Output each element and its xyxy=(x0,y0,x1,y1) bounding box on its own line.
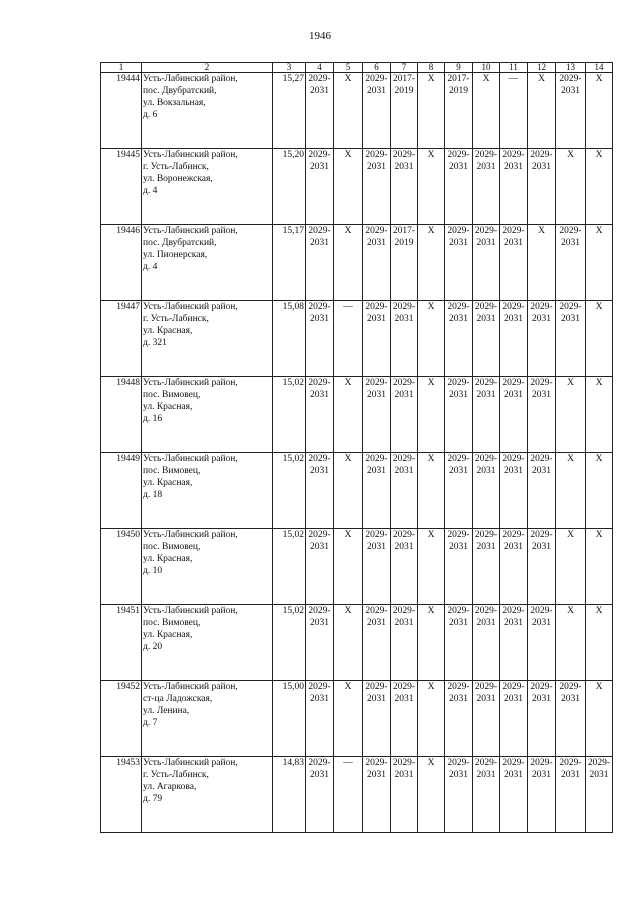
value-cell: 2029- 2031 xyxy=(556,225,586,301)
address-cell xyxy=(142,301,273,377)
address-line: д. 79 xyxy=(143,794,163,804)
address-line: д. 10 xyxy=(143,566,163,576)
row-id-cell: 19447 xyxy=(101,301,142,377)
header-row xyxy=(101,63,613,73)
address-line: д. 20 xyxy=(143,642,163,652)
address-line: ул. Красная, xyxy=(143,402,193,412)
data-table xyxy=(100,62,613,833)
area-cell: 14,83 xyxy=(273,757,306,833)
row-id-cell: 19452 xyxy=(101,681,142,757)
area-cell: 15,02 xyxy=(273,453,306,529)
column-header-11: 11 xyxy=(500,63,528,73)
value-cell: 2029- 2031 xyxy=(306,757,334,833)
address-line: ул. Пионерская, xyxy=(143,250,208,260)
column-header-5: 5 xyxy=(334,63,363,73)
value-cell: 2029- 2031 xyxy=(445,681,473,757)
area-cell: 15,02 xyxy=(273,605,306,681)
value-cell: 2029- 2031 xyxy=(363,529,391,605)
address-line: ул. Красная, xyxy=(143,478,193,488)
table-body xyxy=(101,73,613,833)
value-cell: 2029- 2031 xyxy=(445,453,473,529)
area-cell: 15,08 xyxy=(273,301,306,377)
row-id-cell: 19445 xyxy=(101,149,142,225)
value-cell: X xyxy=(418,529,445,605)
address-cell xyxy=(142,225,273,301)
row-id-cell: 19450 xyxy=(101,529,142,605)
value-cell: X xyxy=(586,529,613,605)
column-header-14: 14 xyxy=(586,63,613,73)
value-cell: 2017- 2019 xyxy=(445,73,473,149)
row-id-cell: 19448 xyxy=(101,377,142,453)
address-line: ул. Ленина, xyxy=(143,706,190,716)
value-cell: 2029- 2031 xyxy=(528,149,556,225)
value-cell: X xyxy=(418,605,445,681)
value-cell: 2029- 2031 xyxy=(391,529,418,605)
table-row xyxy=(101,225,613,301)
value-cell: 2029- 2031 xyxy=(391,605,418,681)
value-cell: X xyxy=(586,225,613,301)
address-line: ст-ца Ладожская, xyxy=(143,694,213,704)
address-line: пос. Двубратский, xyxy=(143,238,217,248)
address-line: пос. Двубратский, xyxy=(143,86,217,96)
value-cell: X xyxy=(586,149,613,225)
value-cell: 2029- 2031 xyxy=(306,605,334,681)
value-cell: X xyxy=(586,301,613,377)
value-cell: 2029- 2031 xyxy=(363,149,391,225)
area-cell: 15,02 xyxy=(273,377,306,453)
value-cell: 2029- 2031 xyxy=(363,605,391,681)
value-cell: — xyxy=(500,73,528,149)
value-cell: 2029- 2031 xyxy=(391,757,418,833)
value-cell: 2029- 2031 xyxy=(473,225,500,301)
value-cell: — xyxy=(334,757,363,833)
page-number: 1946 xyxy=(309,30,331,42)
value-cell: 2029- 2031 xyxy=(500,757,528,833)
address-line: пос. Вимовец, xyxy=(143,466,201,476)
value-cell: 2029- 2031 xyxy=(528,453,556,529)
value-cell: 2029- 2031 xyxy=(500,605,528,681)
value-cell: 2029- 2031 xyxy=(528,681,556,757)
value-cell: 2029- 2031 xyxy=(445,757,473,833)
value-cell: X xyxy=(418,681,445,757)
value-cell: X xyxy=(334,149,363,225)
value-cell: 2029- 2031 xyxy=(391,681,418,757)
address-line: ул. Вокзальная, xyxy=(143,98,206,108)
area-cell: 15,00 xyxy=(273,681,306,757)
value-cell: 2029- 2031 xyxy=(363,757,391,833)
value-cell: X xyxy=(556,149,586,225)
value-cell: X xyxy=(556,529,586,605)
table-row xyxy=(101,529,613,605)
value-cell: X xyxy=(418,757,445,833)
value-cell: X xyxy=(334,681,363,757)
value-cell: 2029- 2031 xyxy=(473,149,500,225)
value-cell: 2029- 2031 xyxy=(556,301,586,377)
address-line: д. 4 xyxy=(143,262,158,272)
address-line: д. 4 xyxy=(143,186,158,196)
value-cell: 2029- 2031 xyxy=(391,453,418,529)
column-header-7: 7 xyxy=(391,63,418,73)
address-line: Усть-Лабинский район, xyxy=(143,378,238,388)
value-cell: 2029- 2031 xyxy=(528,605,556,681)
address-line: ул. Красная, xyxy=(143,326,193,336)
address-line: ул. Воронежская, xyxy=(143,174,213,184)
value-cell: 2029- 2031 xyxy=(445,225,473,301)
table-row xyxy=(101,681,613,757)
value-cell: X xyxy=(556,605,586,681)
value-cell: 2029- 2031 xyxy=(363,301,391,377)
area-cell: 15,27 xyxy=(273,73,306,149)
value-cell: 2029- 2031 xyxy=(500,529,528,605)
row-id-cell: 19451 xyxy=(101,605,142,681)
value-cell: X xyxy=(586,453,613,529)
column-header-4: 4 xyxy=(306,63,334,73)
address-line: Усть-Лабинский район, xyxy=(143,226,238,236)
value-cell: X xyxy=(418,453,445,529)
value-cell: 2029- 2031 xyxy=(473,681,500,757)
value-cell: 2029- 2031 xyxy=(556,757,586,833)
value-cell: 2029- 2031 xyxy=(363,377,391,453)
address-line: Усть-Лабинский район, xyxy=(143,606,238,616)
value-cell: — xyxy=(334,301,363,377)
address-line: ул. Красная, xyxy=(143,554,193,564)
table-row xyxy=(101,757,613,833)
value-cell: X xyxy=(473,73,500,149)
value-cell: 2029- 2031 xyxy=(556,681,586,757)
value-cell: 2029- 2031 xyxy=(500,681,528,757)
address-line: Усть-Лабинский район, xyxy=(143,454,238,464)
address-line: Усть-Лабинский район, xyxy=(143,530,238,540)
value-cell: 2029- 2031 xyxy=(528,377,556,453)
row-id-cell: 19444 xyxy=(101,73,142,149)
address-line: г. Усть-Лабинск, xyxy=(143,162,209,172)
value-cell: 2029- 2031 xyxy=(500,149,528,225)
table-row xyxy=(101,149,613,225)
value-cell: 2017- 2019 xyxy=(391,225,418,301)
value-cell: 2029- 2031 xyxy=(391,377,418,453)
value-cell: 2029- 2031 xyxy=(473,757,500,833)
value-cell: 2029- 2031 xyxy=(473,301,500,377)
value-cell: 2029- 2031 xyxy=(391,149,418,225)
column-header-3: 3 xyxy=(273,63,306,73)
address-cell xyxy=(142,529,273,605)
value-cell: 2029- 2031 xyxy=(363,681,391,757)
value-cell: X xyxy=(556,377,586,453)
value-cell: 2029- 2031 xyxy=(473,529,500,605)
value-cell: X xyxy=(528,225,556,301)
value-cell: 2029- 2031 xyxy=(528,301,556,377)
value-cell: X xyxy=(586,377,613,453)
value-cell: 2029- 2031 xyxy=(306,377,334,453)
value-cell: 2029- 2031 xyxy=(500,453,528,529)
area-cell: 15,17 xyxy=(273,225,306,301)
value-cell: 2029- 2031 xyxy=(473,453,500,529)
value-cell: 2029- 2031 xyxy=(306,529,334,605)
address-line: д. 321 xyxy=(143,338,167,348)
value-cell: X xyxy=(418,301,445,377)
value-cell: 2029- 2031 xyxy=(306,73,334,149)
address-line: Усть-Лабинский район, xyxy=(143,682,238,692)
column-header-2: 2 xyxy=(142,63,273,73)
value-cell: 2029- 2031 xyxy=(363,453,391,529)
address-line: д. 18 xyxy=(143,490,163,500)
row-id-cell: 19449 xyxy=(101,453,142,529)
table-header xyxy=(101,63,613,73)
column-header-8: 8 xyxy=(418,63,445,73)
address-line: Усть-Лабинский район, xyxy=(143,302,238,312)
value-cell: 2029- 2031 xyxy=(306,301,334,377)
value-cell: X xyxy=(418,225,445,301)
value-cell: 2029- 2031 xyxy=(500,225,528,301)
table-row xyxy=(101,453,613,529)
value-cell: X xyxy=(334,529,363,605)
value-cell: 2017- 2019 xyxy=(391,73,418,149)
value-cell: 2029- 2031 xyxy=(445,301,473,377)
value-cell: X xyxy=(334,73,363,149)
value-cell: X xyxy=(586,681,613,757)
column-header-6: 6 xyxy=(363,63,391,73)
column-header-10: 10 xyxy=(473,63,500,73)
address-cell xyxy=(142,757,273,833)
column-header-13: 13 xyxy=(556,63,586,73)
address-line: ул. Агаркова, xyxy=(143,782,197,792)
column-header-1: 1 xyxy=(101,63,142,73)
value-cell: X xyxy=(418,149,445,225)
table-row xyxy=(101,377,613,453)
value-cell: X xyxy=(586,73,613,149)
address-line: пос. Вимовец, xyxy=(143,618,201,628)
value-cell: X xyxy=(586,605,613,681)
value-cell: 2029- 2031 xyxy=(500,301,528,377)
value-cell: 2029- 2031 xyxy=(473,377,500,453)
value-cell: X xyxy=(418,73,445,149)
area-cell: 15,20 xyxy=(273,149,306,225)
area-cell: 15,02 xyxy=(273,529,306,605)
value-cell: 2029- 2031 xyxy=(586,757,613,833)
value-cell: 2029- 2031 xyxy=(500,377,528,453)
address-cell xyxy=(142,73,273,149)
value-cell: X xyxy=(418,377,445,453)
address-line: г. Усть-Лабинск, xyxy=(143,770,209,780)
address-cell xyxy=(142,377,273,453)
address-line: ул. Красная, xyxy=(143,630,193,640)
address-line: Усть-Лабинский район, xyxy=(143,74,238,84)
value-cell: 2029- 2031 xyxy=(528,529,556,605)
address-cell xyxy=(142,453,273,529)
value-cell: 2029- 2031 xyxy=(306,681,334,757)
value-cell: 2029- 2031 xyxy=(528,757,556,833)
address-line: д. 7 xyxy=(143,718,158,728)
address-cell xyxy=(142,149,273,225)
table-row xyxy=(101,605,613,681)
value-cell: X xyxy=(556,453,586,529)
value-cell: 2029- 2031 xyxy=(391,301,418,377)
address-line: д. 16 xyxy=(143,414,163,424)
value-cell: 2029- 2031 xyxy=(473,605,500,681)
value-cell: X xyxy=(334,225,363,301)
value-cell: X xyxy=(334,605,363,681)
address-line: г. Усть-Лабинск, xyxy=(143,314,209,324)
value-cell: X xyxy=(334,377,363,453)
value-cell: 2029- 2031 xyxy=(363,225,391,301)
value-cell: 2029- 2031 xyxy=(306,225,334,301)
table-row xyxy=(101,301,613,377)
value-cell: 2029- 2031 xyxy=(445,149,473,225)
value-cell: 2029- 2031 xyxy=(445,605,473,681)
value-cell: 2029- 2031 xyxy=(306,453,334,529)
column-header-9: 9 xyxy=(445,63,473,73)
value-cell: 2029- 2031 xyxy=(363,73,391,149)
value-cell: 2029- 2031 xyxy=(445,529,473,605)
address-line: Усть-Лабинский район, xyxy=(143,758,238,768)
row-id-cell: 19453 xyxy=(101,757,142,833)
address-line: д. 6 xyxy=(143,110,158,120)
column-header-12: 12 xyxy=(528,63,556,73)
address-line: пос. Вимовец, xyxy=(143,542,201,552)
value-cell: 2029- 2031 xyxy=(445,377,473,453)
value-cell: X xyxy=(334,453,363,529)
row-id-cell: 19446 xyxy=(101,225,142,301)
value-cell: X xyxy=(528,73,556,149)
address-line: пос. Вимовец, xyxy=(143,390,201,400)
address-cell xyxy=(142,681,273,757)
address-line: Усть-Лабинский район, xyxy=(143,150,238,160)
value-cell: 2029- 2031 xyxy=(556,73,586,149)
value-cell: 2029- 2031 xyxy=(306,149,334,225)
table-row xyxy=(101,73,613,149)
address-cell xyxy=(142,605,273,681)
